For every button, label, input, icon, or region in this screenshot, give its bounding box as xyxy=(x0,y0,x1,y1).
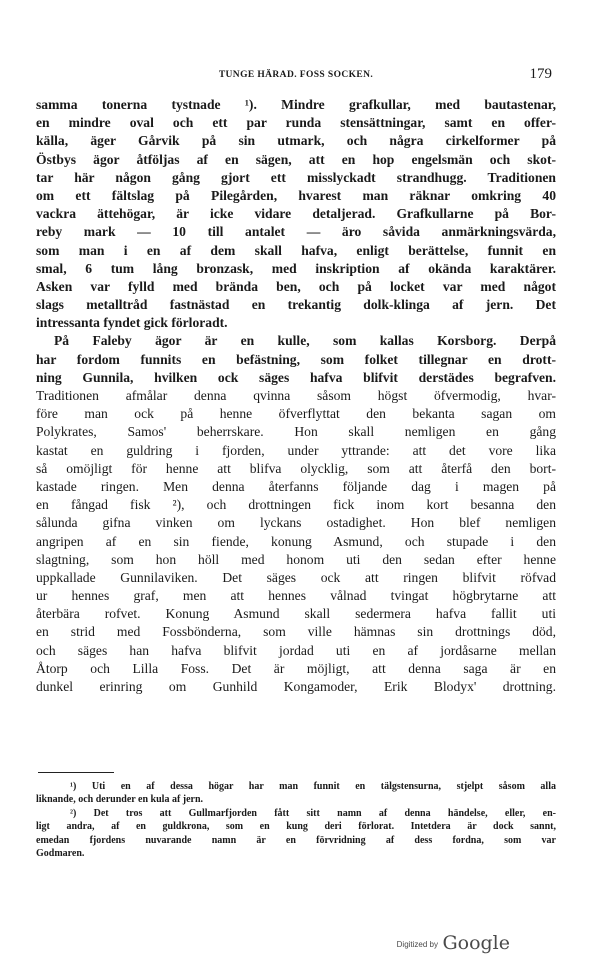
text-line: dunkel erinring om Gunhild Kongamoder, Erik Blodyx' drottning. xyxy=(36,679,556,694)
text-line: har fordom funnits en befästning, som folket tillegnar en drott- xyxy=(36,351,556,367)
footnote-line: emedan fjordens nuvarande namn är en förvridning af dess fordna, som var xyxy=(36,834,556,846)
text-line: sålunda gifna vinken om lyckans ostadighet. Hon blef nemligen xyxy=(36,515,556,531)
body-text xyxy=(36,96,556,696)
text-line: vackra ättehögar, är icke vidare detaljerad. Grafkullarne på Bor- xyxy=(36,206,556,222)
watermark-prefix: Digitized by xyxy=(396,940,438,949)
footnote-line: liknande, och derunder en kula af jern. xyxy=(36,794,204,806)
text-line: en strid med Fossbönderna, som ville hämnas sin drottnings död, xyxy=(36,624,556,640)
text-line: uppkallade Gunnilaviken. Det säges ock att ringen blifvit röfvad xyxy=(36,569,556,585)
text-line: ur hennes graf, men att hennes vålnad tvingat högbrytarne att xyxy=(36,588,556,604)
text-line: kastade ringen. Men denna återfanns följande dag i magen på xyxy=(36,478,556,494)
text-line: samma tonerna tystnade ¹). Mindre grafkullar, med bautastenar, xyxy=(36,97,556,112)
text-line: och säges han hafva blifvit jordad uti en af jordåsarne mellan xyxy=(36,642,556,658)
google-logo: Google xyxy=(442,932,510,954)
footnotes xyxy=(36,780,556,860)
text-line: smal, 6 tum lång bronzask, med inskription af okända karaktärer. xyxy=(36,260,556,276)
text-line: som man i en af dem skall hafva, enligt berättelse, funnit en xyxy=(36,242,556,258)
text-line: slags metalltråd fastnästad en trekantig dolk-klinga af jern. Det xyxy=(36,297,556,313)
text-line: återbära rofvet. Konung Asmund skall sedermera hafva fallit uti xyxy=(36,606,556,622)
digitized-watermark xyxy=(397,932,510,954)
text-line: källa, äger Gårvik på sin utmark, och några cirkelformer på xyxy=(36,133,556,149)
text-line: om ett fältslag på Pilegården, hvarest man räknar omkring 40 xyxy=(36,187,556,203)
text-line: tar här någon gång gjort ett misslyckadt strandhugg. Traditionen xyxy=(36,169,556,185)
page-header xyxy=(36,66,556,84)
footnote-line: Godmaren. xyxy=(36,847,85,859)
text-line: så omöjligt för henne att blifva olycklig, som att återfå den bort- xyxy=(36,460,556,476)
running-head: TUNGE HÄRAD. FOSS SOCKEN. xyxy=(218,70,374,80)
text-line: På Faleby ägor är en kulle, som kallas Korsborg. Derpå xyxy=(54,333,556,349)
footnote-line: ¹) Uti en af dessa högar har man funnit en tälgstensurna, stjelpt såsom alla xyxy=(70,781,556,792)
text-line: reby mark — 10 till antalet — äro såvida anmärkningsvärda, xyxy=(36,224,556,240)
text-line: före man ock på henne öfverflyttat den bekanta sagan om xyxy=(36,406,556,422)
text-line: en fångad fisk ²), och drottningen fick inom kort besanna den xyxy=(36,497,556,513)
text-line: Åtorp och Lilla Foss. Det är möjligt, att denna saga är en xyxy=(36,660,556,676)
text-line: en mindre oval och ett par runda stensättningar, samt en offer- xyxy=(36,115,556,131)
text-line: ning Gunnila, hvilken ock säges hafva blifvit derstädes begrafven. xyxy=(36,369,556,385)
footnote-line: ligt andra, af en guldkrona, som en kung deri förlorat. Intetdera är dock sannt, xyxy=(36,821,556,833)
page-number: 179 xyxy=(529,66,552,82)
text-line: Asken var fylld med brända ben, och på locket var med något xyxy=(36,278,556,294)
text-line: angripen af en sin fiende, konung Asmund, och stupade i den xyxy=(36,533,556,549)
text-line: intressanta fyndet gick förloradt. xyxy=(36,315,228,331)
text-line: Polykrates, Samos' beherrskare. Hon skall nemligen en gång xyxy=(36,424,556,440)
text-line: Traditionen afmålar denna qvinna såsom högst öfvermodig, hvar- xyxy=(36,388,556,403)
footnote-line: ²) Det tros att Gullmarfjorden fått sitt namn af denna händelse, eller, en- xyxy=(70,807,556,819)
text-line: slagtning, som hon höll med honom uti den sedan efter henne xyxy=(36,551,556,567)
text-line: Östbys ägor åtföljas af en sägen, att en hop engelsmän och skot- xyxy=(36,151,556,167)
text-line: kastat en guldring i fjorden, under yttrande: att det vore lika xyxy=(36,442,556,458)
footnote-divider xyxy=(38,772,114,773)
